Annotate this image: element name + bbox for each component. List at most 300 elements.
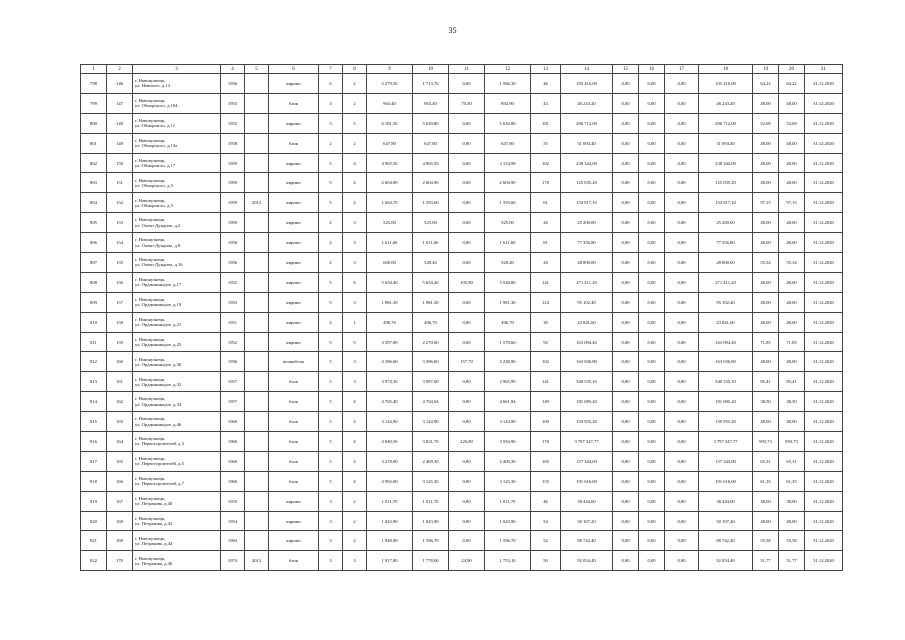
cell-col-4: 1955 [221, 113, 245, 133]
cell-col-19: 48,00 [753, 133, 779, 153]
cell-col-1: 816 [81, 432, 107, 452]
cell-col-18: 157 344,00 [699, 451, 753, 471]
column-header-9: 9 [367, 65, 413, 74]
cell-col-20: 993,73 [779, 432, 805, 452]
cell-col-5: 2013 [245, 551, 269, 571]
cell-col-15: 0,00 [613, 412, 639, 432]
cell-col-16: 0,00 [639, 93, 665, 113]
cell-col-12: 647,80 [485, 133, 531, 153]
cell-col-21: 31.12.2020 [805, 511, 843, 531]
cell-col-5 [245, 511, 269, 531]
cell-col-18: 271 411,20 [699, 272, 753, 292]
cell-col-14: 163 036,80 [561, 352, 613, 372]
cell-col-10: 1 043,90 [413, 511, 449, 531]
cell-col-2: 160 [107, 352, 133, 372]
cell-col-13: 141 [531, 272, 561, 292]
cell-col-1: 806 [81, 233, 107, 253]
cell-col-13: 46 [531, 74, 561, 94]
cell-col-6: кирпич [269, 74, 319, 94]
cell-col-18: 163 094,40 [699, 332, 753, 352]
table-row [81, 253, 843, 273]
cell-col-9: 1 917,80 [367, 551, 413, 571]
cell-col-1: 801 [81, 133, 107, 153]
cell-col-4: 1957 [221, 392, 245, 412]
cell-col-21: 31.12.2020 [805, 332, 843, 352]
cell-col-21: 31.12.2020 [805, 272, 843, 292]
cell-col-2: 162 [107, 392, 133, 412]
cell-col-7: 2 [319, 233, 343, 253]
table-row [81, 352, 843, 372]
cell-col-21: 31.12.2020 [805, 471, 843, 491]
cell-col-8: 2 [343, 511, 367, 531]
cell-col-11: 0,00 [449, 372, 485, 392]
column-header-18: 18 [699, 65, 753, 74]
cell-col-6: кирпич [269, 292, 319, 312]
cell-col-16: 0,00 [639, 511, 665, 531]
cell-col-11: 24,90 [449, 551, 485, 571]
cell-col-19: 85,41 [753, 372, 779, 392]
cell-col-9: 496,70 [367, 312, 413, 332]
cell-col-5 [245, 312, 269, 332]
cell-col-14: 154 817,10 [561, 193, 613, 213]
cell-col-15: 0,00 [613, 471, 639, 491]
cell-col-7: 5 [319, 392, 343, 412]
cell-col-11: 0,00 [449, 213, 485, 233]
cell-col-18: 125 035,20 [699, 173, 753, 193]
cell-col-6: блок [269, 93, 319, 113]
address-street: ул. Первостроителей, д.5 [135, 461, 184, 467]
cell-col-7: 5 [319, 193, 343, 213]
cell-col-13: 43 [531, 93, 561, 113]
cell-col-14: 150 955,20 [561, 412, 613, 432]
address-cell [133, 491, 221, 511]
cell-col-17: 0,00 [665, 213, 699, 233]
address-cell [133, 451, 221, 471]
cell-col-21: 31.12.2020 [805, 153, 843, 173]
cell-col-5 [245, 272, 269, 292]
cell-col-2: 159 [107, 332, 133, 352]
cell-col-5 [245, 412, 269, 432]
cell-col-5 [245, 292, 269, 312]
cell-col-4: 1959 [221, 173, 245, 193]
cell-col-15: 0,00 [613, 491, 639, 511]
cell-col-5 [245, 233, 269, 253]
cell-col-7: 5 [319, 292, 343, 312]
address-city: г. Новокузнецк, [135, 515, 166, 521]
address-cell [133, 312, 221, 332]
cell-col-2: 167 [107, 491, 133, 511]
cell-col-13: 52 [531, 531, 561, 551]
cell-col-11: 0,00 [449, 253, 485, 273]
address-street: ул. Невского, д.13 [135, 83, 170, 89]
cell-col-16: 0,00 [639, 531, 665, 551]
cell-col-7: 3 [319, 551, 343, 571]
cell-col-18: 38 444,60 [699, 491, 753, 511]
cell-col-19: 71,85 [753, 332, 779, 352]
cell-col-20: 85,41 [779, 372, 805, 392]
column-header-20: 20 [779, 65, 805, 74]
cell-col-20: 51,77 [779, 551, 805, 571]
cell-col-8: 2 [343, 133, 367, 153]
cell-col-17: 0,00 [665, 412, 699, 432]
cell-col-13: 149 [531, 392, 561, 412]
cell-col-13: 165 [531, 451, 561, 471]
cell-col-19: 48,00 [753, 511, 779, 531]
cell-col-18: 191 616,00 [699, 471, 753, 491]
cell-col-17: 0,00 [665, 491, 699, 511]
cell-col-16: 0,00 [639, 292, 665, 312]
address-cell [133, 74, 221, 94]
cell-col-9: 3 840,50 [367, 432, 413, 452]
cell-col-19: 48,00 [753, 292, 779, 312]
cell-col-7: 2 [319, 253, 343, 273]
cell-col-13: 100 [531, 412, 561, 432]
address-cell [133, 471, 221, 491]
cell-col-18: 28 800,00 [699, 253, 753, 273]
cell-col-18: 50 107,20 [699, 511, 753, 531]
cell-col-21: 31.12.2020 [805, 93, 843, 113]
cell-col-8: 4 [343, 173, 367, 193]
cell-col-12: 520,40 [485, 253, 531, 273]
cell-col-11: 0,00 [449, 471, 485, 491]
cell-col-8: 5 [343, 332, 367, 352]
cell-col-1: 804 [81, 193, 107, 213]
table-row [81, 511, 843, 531]
cell-col-17: 0,00 [665, 233, 699, 253]
address-cell [133, 511, 221, 531]
cell-col-14: 88 742,40 [561, 531, 613, 551]
address-city: г. Новокузнецк, [135, 237, 166, 243]
cell-col-11: 0,00 [449, 153, 485, 173]
cell-col-5 [245, 74, 269, 94]
column-header-7: 7 [319, 65, 343, 74]
cell-col-11: 0,00 [449, 74, 485, 94]
cell-col-9: 1 664,70 [367, 193, 413, 213]
cell-col-14: 38 444,60 [561, 491, 613, 511]
cell-col-21: 31.12.2020 [805, 432, 843, 452]
cell-col-8: 6 [343, 272, 367, 292]
cell-col-4: 1952 [221, 332, 245, 352]
cell-col-12: 1 596,70 [485, 531, 531, 551]
cell-col-1: 807 [81, 253, 107, 273]
cell-col-7: 3 [319, 93, 343, 113]
cell-col-2: 156 [107, 272, 133, 292]
cell-col-4: 1956 [221, 74, 245, 94]
column-header-17: 17 [665, 65, 699, 74]
cell-col-17: 0,00 [665, 432, 699, 452]
cell-col-17: 0,00 [665, 332, 699, 352]
address-cell [133, 372, 221, 392]
cell-col-5 [245, 392, 269, 412]
cell-col-9: 1 848,90 [367, 531, 413, 551]
address-street: ул. Орджоникидзе, д.19 [135, 302, 182, 308]
cell-col-14: 181 085,20 [561, 392, 613, 412]
cell-col-16: 0,00 [639, 133, 665, 153]
cell-col-9: 525,00 [367, 213, 413, 233]
cell-col-6: блок [269, 551, 319, 571]
cell-col-9: 4 765,40 [367, 392, 413, 412]
cell-col-21: 31.12.2020 [805, 113, 843, 133]
address-city: г. Новокузнецк, [135, 257, 166, 263]
cell-col-7: 4 [319, 312, 343, 332]
cell-col-7: 5 [319, 412, 343, 432]
cell-col-12: 1 611,60 [485, 233, 531, 253]
address-cell [133, 432, 221, 452]
cell-col-4: 1951 [221, 312, 245, 332]
cell-col-11: 70,50 [449, 93, 485, 113]
cell-col-4: 1957 [221, 372, 245, 392]
cell-col-8: 2 [343, 491, 367, 511]
table-row [81, 491, 843, 511]
cell-col-12: 3 144,90 [485, 412, 531, 432]
cell-col-19: 48,00 [753, 153, 779, 173]
cell-col-8: 3 [343, 292, 367, 312]
table-row [81, 332, 843, 352]
address-city: г. Новокузнецк, [135, 555, 166, 561]
cell-col-6: шлакоблок [269, 352, 319, 372]
address-city: г. Новокузнецк, [135, 476, 166, 482]
cell-col-17: 0,00 [665, 551, 699, 571]
cell-col-6: блок [269, 412, 319, 432]
cell-col-9: 1 981,30 [367, 292, 413, 312]
address-street: ул. Орджоникидзе, д.32 [135, 381, 182, 387]
cell-col-4: 1963 [221, 531, 245, 551]
table-row [81, 153, 843, 173]
cell-col-18: 77 356,80 [699, 233, 753, 253]
cell-col-1: 805 [81, 213, 107, 233]
cell-col-20: 48,00 [779, 352, 805, 372]
address-cell [133, 153, 221, 173]
column-header-19: 19 [753, 65, 779, 74]
cell-col-2: 169 [107, 531, 133, 551]
cell-col-14: 340 535,10 [561, 372, 613, 392]
column-header-4: 4 [221, 65, 245, 74]
cell-col-11: 0,00 [449, 392, 485, 412]
cell-col-17: 0,00 [665, 312, 699, 332]
cell-col-12: 3 125,30 [485, 471, 531, 491]
cell-col-14: 271 411,20 [561, 272, 613, 292]
cell-col-2: 166 [107, 471, 133, 491]
cell-col-17: 0,00 [665, 272, 699, 292]
cell-col-7: 3 [319, 491, 343, 511]
cell-col-15: 0,00 [613, 173, 639, 193]
cell-col-13: 46 [531, 491, 561, 511]
cell-col-13: 102 [531, 153, 561, 173]
column-header-2: 2 [107, 65, 133, 74]
cell-col-8: 3 [343, 352, 367, 372]
column-header-14: 14 [561, 65, 613, 74]
cell-col-11: 0,00 [449, 113, 485, 133]
cell-col-13: 28 [531, 253, 561, 273]
cell-col-8: 3 [343, 551, 367, 571]
cell-col-19: 61,35 [753, 471, 779, 491]
column-header-21: 21 [805, 65, 843, 74]
address-city: г. Новокузнецк, [135, 277, 166, 283]
cell-col-13: 102 [531, 352, 561, 372]
cell-col-21: 31.12.2020 [805, 312, 843, 332]
cell-col-15: 0,00 [613, 392, 639, 412]
address-city: г. Новокузнецк, [135, 297, 166, 303]
cell-col-13: 35 [531, 133, 561, 153]
cell-col-7: 2 [319, 213, 343, 233]
cell-col-16: 0,00 [639, 233, 665, 253]
cell-col-9: 3 992,00 [367, 471, 413, 491]
cell-col-18: 181 085,20 [699, 392, 753, 412]
cell-col-17: 0,00 [665, 451, 699, 471]
column-header-1: 1 [81, 65, 107, 74]
cell-col-20: 48,00 [779, 272, 805, 292]
cell-col-2: 170 [107, 551, 133, 571]
cell-col-8: 4 [343, 153, 367, 173]
cell-col-8: 3 [343, 372, 367, 392]
cell-col-2: 161 [107, 372, 133, 392]
cell-col-11: 0,00 [449, 233, 485, 253]
column-header-15: 15 [613, 65, 639, 74]
cell-col-10: 1 778,00 [413, 551, 449, 571]
cell-col-4: 1960 [221, 451, 245, 471]
cell-col-21: 31.12.2020 [805, 412, 843, 432]
cell-col-14: 28 800,00 [561, 253, 613, 273]
address-city: г. Новокузнецк, [135, 456, 166, 462]
cell-col-20: 65,31 [779, 451, 805, 471]
cell-col-12: 1 981,30 [485, 292, 531, 312]
cell-col-8: 2 [343, 93, 367, 113]
cell-col-13: 181 [531, 113, 561, 133]
cell-col-18: 3 797 347,77 [699, 432, 753, 452]
cell-col-4: 1955 [221, 491, 245, 511]
cell-col-20: 52,69 [779, 113, 805, 133]
cell-col-7: 2 [319, 133, 343, 153]
table-row [81, 173, 843, 193]
cell-col-5 [245, 153, 269, 173]
cell-col-15: 0,00 [613, 113, 639, 133]
cell-col-16: 0,00 [639, 332, 665, 352]
cell-col-19: 55,58 [753, 531, 779, 551]
cell-col-9: 3 974,30 [367, 372, 413, 392]
cell-col-5 [245, 491, 269, 511]
cell-col-12: 1 566,30 [485, 74, 531, 94]
cell-col-2: 157 [107, 292, 133, 312]
address-street: ул. Первостроителей, д.3 [135, 441, 184, 447]
cell-col-11: 0,00 [449, 193, 485, 213]
address-city: г. Новокузнецк, [135, 416, 166, 422]
cell-col-2: 154 [107, 233, 133, 253]
cell-col-16: 0,00 [639, 153, 665, 173]
address-cell [133, 253, 221, 273]
cell-col-21: 31.12.2020 [805, 233, 843, 253]
cell-col-2: 152 [107, 193, 133, 213]
cell-col-19: 993,73 [753, 432, 779, 452]
cell-col-18: 23 841,60 [699, 312, 753, 332]
cell-col-10: 496,70 [413, 312, 449, 332]
cell-col-20: 48,00 [779, 93, 805, 113]
cell-col-6: кирпич [269, 531, 319, 551]
cell-col-20: 48,00 [779, 213, 805, 233]
cell-col-16: 0,00 [639, 471, 665, 491]
cell-col-8: 4 [343, 451, 367, 471]
cell-col-8: 4 [343, 392, 367, 412]
address-street: ул. Орджоникидзе, д.34 [135, 401, 182, 407]
cell-col-9: 1 011,70 [367, 491, 413, 511]
cell-col-19: 48,00 [753, 272, 779, 292]
cell-col-19: 65,31 [753, 451, 779, 471]
cell-col-20: 48,00 [779, 233, 805, 253]
cell-col-9: 1 043,90 [367, 511, 413, 531]
cell-col-10: 4 704,04 [413, 392, 449, 412]
cell-col-10: 520,40 [413, 253, 449, 273]
cell-col-14: 191 616,00 [561, 471, 613, 491]
cell-col-17: 0,00 [665, 253, 699, 273]
cell-col-17: 0,00 [665, 292, 699, 312]
cell-col-14: 50 107,20 [561, 511, 613, 531]
table-row [81, 213, 843, 233]
cell-col-15: 0,00 [613, 213, 639, 233]
cell-col-4: 1953 [221, 93, 245, 113]
cell-col-1: 820 [81, 511, 107, 531]
cell-col-1: 812 [81, 352, 107, 372]
column-header-6: 6 [269, 65, 319, 74]
cell-col-2: 148 [107, 113, 133, 133]
cell-col-21: 31.12.2020 [805, 451, 843, 471]
address-city: г. Новокузнецк, [135, 197, 166, 203]
address-cell [133, 193, 221, 213]
cell-col-14: 95 102,40 [561, 292, 613, 312]
cell-col-18: 163 036,80 [699, 352, 753, 372]
cell-col-6: кирпич [269, 193, 319, 213]
housing-table-container [80, 64, 842, 571]
housing-table [80, 64, 843, 571]
cell-col-20: 64,22 [779, 74, 805, 94]
cell-col-17: 0,00 [665, 173, 699, 193]
cell-col-1: 814 [81, 392, 107, 412]
address-street: ул. Обнорского, д.17 [135, 163, 176, 168]
cell-col-15: 0,00 [613, 551, 639, 571]
table-row [81, 292, 843, 312]
address-cell [133, 531, 221, 551]
cell-col-15: 0,00 [613, 511, 639, 531]
cell-col-10: 2 409,30 [413, 451, 449, 471]
cell-col-16: 0,00 [639, 551, 665, 571]
cell-col-5 [245, 372, 269, 392]
address-street: ул. Обнорского, д.5 [135, 202, 173, 208]
address-cell [133, 213, 221, 233]
cell-col-4: 1959 [221, 193, 245, 213]
cell-col-19: 52,69 [753, 113, 779, 133]
cell-col-21: 31.12.2020 [805, 193, 843, 213]
cell-col-8: 2 [343, 193, 367, 213]
cell-col-4: 1960 [221, 432, 245, 452]
cell-col-5 [245, 332, 269, 352]
cell-col-2: 151 [107, 173, 133, 193]
cell-col-4: 1954 [221, 511, 245, 531]
column-header-11: 11 [449, 65, 485, 74]
cell-col-18: 46 243,20 [699, 93, 753, 113]
cell-col-1: 819 [81, 491, 107, 511]
cell-col-9: 3 396,60 [367, 352, 413, 372]
cell-col-12: 1 593,60 [485, 193, 531, 213]
cell-col-14: 23 841,60 [561, 312, 613, 332]
cell-col-17: 0,00 [665, 74, 699, 94]
cell-col-8: 2 [343, 74, 367, 94]
cell-col-13: 141 [531, 372, 561, 392]
table-row [81, 432, 843, 452]
cell-col-19: 48,00 [753, 213, 779, 233]
cell-col-8: 4 [343, 412, 367, 432]
address-street: ул. Орджоникидзе, д.17 [135, 282, 182, 288]
cell-col-19: 51,77 [753, 551, 779, 571]
cell-col-20: 48,00 [779, 412, 805, 432]
cell-col-5 [245, 113, 269, 133]
